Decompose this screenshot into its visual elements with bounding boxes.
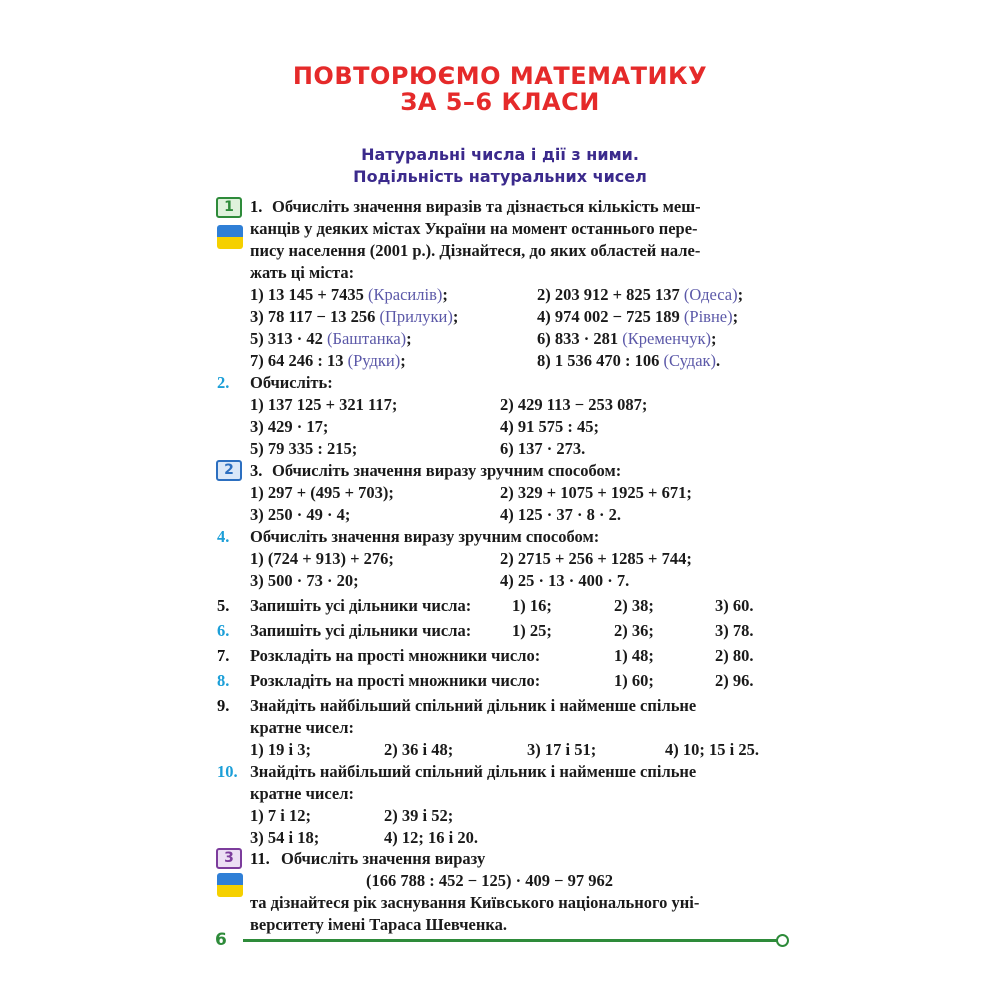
section-subtitle-line-2: Подільність натуральних чисел [353, 167, 647, 186]
exercise-number: 8. [217, 671, 230, 690]
exercise-item: 5) 313 · 42 (Баштанка); [250, 329, 412, 348]
exercise-item: 2) 329 + 1075 + 1925 + 671; [500, 483, 692, 502]
footer-rule [243, 939, 777, 942]
exercise-item: 3) 78 117 − 13 256 (Прилуки); [250, 307, 459, 326]
exercise-item: 4) 974 002 − 725 189 (Рівне); [537, 307, 739, 326]
exercise-item: 5) 79 335 : 215; [250, 439, 358, 458]
exercise-item: 1) 7 і 12; [250, 806, 311, 825]
exercise-item: 1) 137 125 + 321 117; [250, 395, 398, 414]
exercise-item: 2) 38; [614, 596, 654, 615]
exercise-number: 11. [250, 849, 270, 868]
city-name: (Красилів) [368, 285, 443, 304]
exercise-text: жать ці міста: [250, 263, 355, 282]
exercise-text: Обчисліть значення виразу зручним способом: [272, 461, 622, 480]
city-name: (Кременчук) [622, 329, 711, 348]
exercise-item: 1) 19 і 3; [250, 740, 311, 759]
exercise-item: 3) 17 і 51; [527, 740, 597, 759]
exercise-text: та дізнайтеся рік заснування Київського національного уні- [250, 893, 700, 912]
exercise-item: 1) 48; [614, 646, 654, 665]
exercise-text: Обчисліть значення виразу [281, 849, 486, 868]
city-name: (Одеса) [683, 285, 738, 304]
exercise-item: 3) 78. [715, 621, 754, 640]
exercise-number: 3. [250, 461, 263, 480]
exercise-text: кратне чисел: [250, 718, 354, 737]
exercise-text: Обчисліть: [250, 373, 333, 392]
page-title-line-1: ПОВТОРЮЄМО МАТЕМАТИКУ [292, 62, 708, 90]
section-subtitle-line-1: Натуральні числа і дії з ними. [361, 145, 639, 164]
exercise-text: Розкладіть на прості множники число: [250, 671, 541, 690]
exercise-item: 4) 25 · 13 · 400 · 7. [500, 571, 630, 590]
exercise-number: 7. [217, 646, 230, 665]
exercise-item: 7) 64 246 : 13 (Рудки); [250, 351, 406, 370]
city-name: (Рівне) [683, 307, 733, 326]
city-name: (Рудки) [347, 351, 401, 370]
exercise-number: 5. [217, 596, 230, 615]
city-name: (Баштанка) [327, 329, 407, 348]
exercise-text: канців у деяких містах України на момент останнього пере- [250, 219, 698, 238]
exercise-item: 2) 36; [614, 621, 654, 640]
exercise-item: 1) (724 + 913) + 276; [250, 549, 394, 568]
exercise-text: Обчисліть значення виразу зручним способом: [250, 527, 600, 546]
exercise-text: верситету імені Тараса Шевченка. [250, 915, 507, 934]
ukraine-flag-icon [217, 873, 243, 897]
exercise-number: 4. [217, 527, 230, 546]
exercise-text: Знайдіть найбільший спільний дільник і найменше спільне [250, 762, 697, 781]
level-2-badge: 2 [216, 460, 242, 481]
ukraine-flag-icon [217, 225, 243, 249]
exercise-text: Запишіть усі дільники числа: [250, 596, 472, 615]
exercise-text: Розкладіть на прості множники число: [250, 646, 541, 665]
level-3-badge: 3 [216, 848, 242, 869]
page-number: 6 [215, 930, 227, 950]
exercise-item: 6) 833 · 281 (Кременчук); [537, 329, 717, 348]
exercise-item: 4) 12; 16 і 20. [384, 828, 478, 847]
exercise-item: 3) 500 · 73 · 20; [250, 571, 359, 590]
exercise-text: пису населення (2001 р.). Дізнайтеся, до яких областей нале- [250, 241, 701, 260]
exercise-text: Запишіть усі дільники числа: [250, 621, 472, 640]
exercise-text: Знайдіть найбільший спільний дільник і найменше спільне [250, 696, 697, 715]
level-1-badge: 1 [216, 197, 242, 218]
exercise-item: 1) 60; [614, 671, 654, 690]
exercise-item: 1) 13 145 + 7435 (Красилів); [250, 285, 448, 304]
exercise-item: 2) 2715 + 256 + 1285 + 744; [500, 549, 692, 568]
exercise-item: 6) 137 · 273. [500, 439, 586, 458]
exercise-item: 2) 429 113 − 253 087; [500, 395, 648, 414]
exercise-number: 6. [217, 621, 230, 640]
exercise-number: 10. [217, 762, 238, 781]
exercise-item: 1) 16; [512, 596, 552, 615]
city-name: (Судак) [663, 351, 717, 370]
exercise-expression: (166 788 : 452 − 125) · 409 − 97 962 [366, 871, 614, 890]
exercise-item: 3) 60. [715, 596, 754, 615]
exercise-number: 2. [217, 373, 230, 392]
exercise-item: 1) 297 + (495 + 703); [250, 483, 394, 502]
exercise-item: 1) 25; [512, 621, 552, 640]
exercise-item: 2) 80. [715, 646, 754, 665]
exercise-item: 8) 1 536 470 : 106 (Судак). [537, 351, 721, 370]
exercise-item: 4) 125 · 37 · 8 · 2. [500, 505, 622, 524]
footer-circle-icon [776, 934, 789, 947]
exercise-text: кратне чисел: [250, 784, 354, 803]
exercise-item: 3) 250 · 49 · 4; [250, 505, 351, 524]
exercise-item: 3) 429 · 17; [250, 417, 329, 436]
page-title-line-2: ЗА 5–6 КЛАСИ [400, 88, 600, 116]
exercise-item: 2) 39 і 52; [384, 806, 454, 825]
exercise-number: 9. [217, 696, 230, 715]
exercise-number: 1. [250, 197, 263, 216]
exercise-item: 4) 91 575 : 45; [500, 417, 599, 436]
exercise-text: Обчисліть значення виразів та дізнається кількість меш- [272, 197, 701, 216]
exercise-item: 3) 54 і 18; [250, 828, 320, 847]
exercise-item: 2) 36 і 48; [384, 740, 454, 759]
exercise-item: 4) 10; 15 і 25. [665, 740, 759, 759]
exercise-item: 2) 203 912 + 825 137 (Одеса); [537, 285, 744, 304]
exercise-item: 2) 96. [715, 671, 754, 690]
city-name: (Прилуки) [379, 307, 453, 326]
